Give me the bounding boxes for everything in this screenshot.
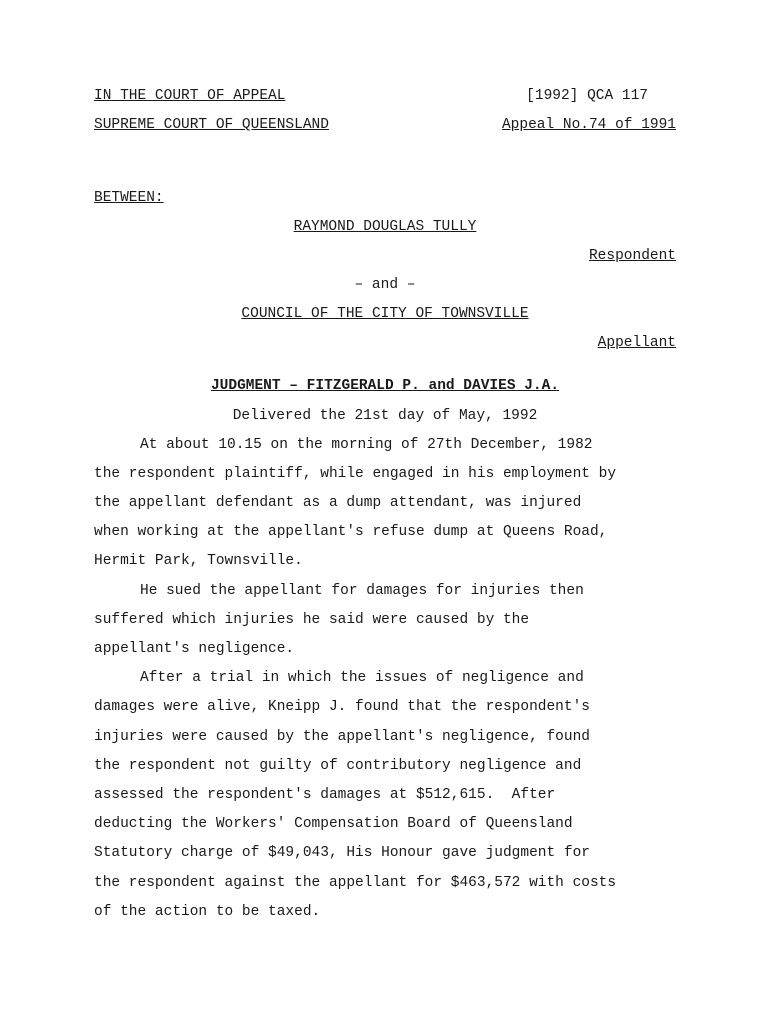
court-name-line2: SUPREME COURT OF QUEENSLAND bbox=[94, 117, 329, 133]
judgment-heading-text: JUDGMENT – FITZGERALD P. and DAVIES J.A. bbox=[210, 378, 560, 394]
citation: [1992] QCA 117 bbox=[526, 88, 648, 104]
body-line: the respondent against the appellant for $463,572 with costs bbox=[94, 875, 617, 891]
appellant-role-text: Appellant bbox=[597, 335, 676, 351]
body-line: when working at the appellant's refuse dump at Queens Road, bbox=[94, 524, 608, 540]
appellant-name-text: COUNCIL OF THE CITY OF TOWNSVILLE bbox=[241, 306, 529, 322]
respondent-role-text: Respondent bbox=[588, 248, 676, 264]
body-line: suffered which injuries he said were caused by the bbox=[94, 612, 530, 628]
body-line: He sued the appellant for damages for injuries then bbox=[140, 583, 584, 599]
body-line: At about 10.15 on the morning of 27th December, 1982 bbox=[140, 437, 593, 453]
body-line: appellant's negligence. bbox=[94, 641, 295, 657]
body-line: Hermit Park, Townsville. bbox=[94, 553, 303, 569]
court-name-line1: IN THE COURT OF APPEAL bbox=[94, 88, 286, 104]
appellant-role bbox=[94, 332, 676, 354]
respondent-name bbox=[94, 216, 676, 238]
body-line: injuries were caused by the appellant's negligence, found bbox=[94, 729, 590, 745]
body-line: After a trial in which the issues of negligence and bbox=[140, 670, 584, 686]
body-line: the respondent not guilty of contributory negligence and bbox=[94, 758, 582, 774]
body-line: the respondent plaintiff, while engaged in his employment by bbox=[94, 466, 617, 482]
and-separator: – and – bbox=[354, 277, 416, 293]
respondent-role bbox=[94, 245, 676, 267]
body-line: deducting the Workers' Compensation Board of Queensland bbox=[94, 816, 573, 832]
body-line: assessed the respondent's damages at $512,615. After bbox=[94, 787, 556, 803]
body-line: Statutory charge of $49,043, His Honour gave judgment for bbox=[94, 845, 590, 861]
body-line: of the action to be taxed. bbox=[94, 904, 321, 920]
header-row-2 bbox=[94, 114, 676, 136]
appeal-number: Appeal No.74 of 1991 bbox=[501, 117, 676, 133]
body-line: the appellant defendant as a dump attendant, was injured bbox=[94, 495, 582, 511]
header-row-1 bbox=[94, 85, 676, 107]
judgment-heading bbox=[94, 375, 676, 397]
appellant-name bbox=[94, 303, 676, 325]
between-label bbox=[94, 187, 676, 209]
delivered-date: Delivered the 21st day of May, 1992 bbox=[232, 408, 538, 424]
between-text: BETWEEN: bbox=[94, 190, 164, 206]
body-line: damages were alive, Kneipp J. found that the respondent's bbox=[94, 699, 590, 715]
respondent-name-text: RAYMOND DOUGLAS TULLY bbox=[293, 219, 477, 235]
